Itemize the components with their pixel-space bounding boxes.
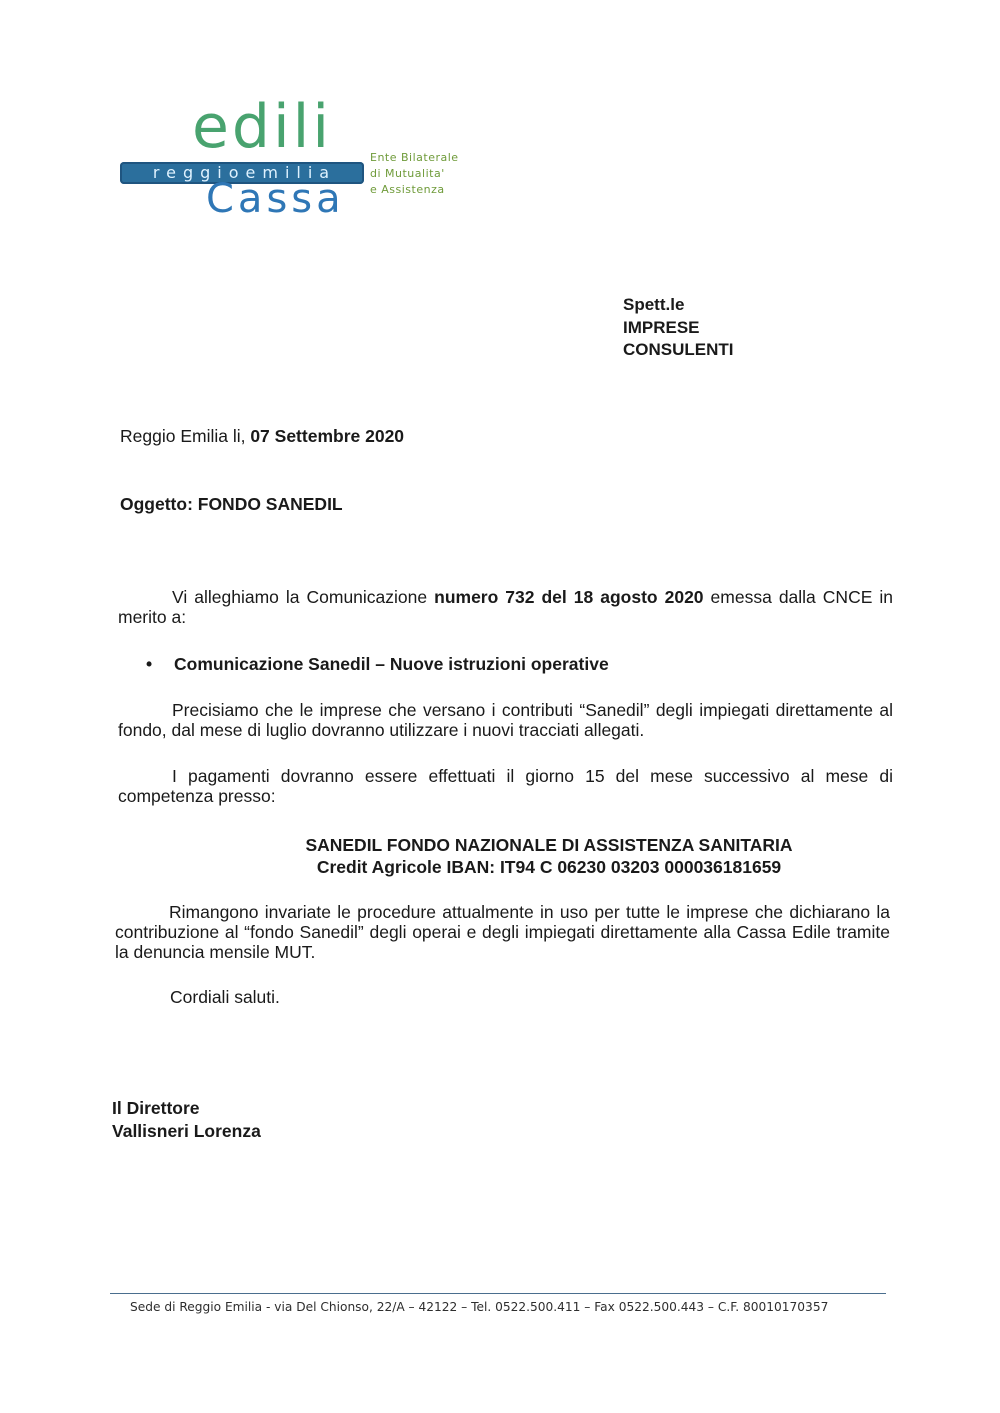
bank-details bbox=[118, 834, 980, 878]
recipient-block bbox=[623, 294, 734, 362]
signatory-title: Il Direttore bbox=[112, 1098, 200, 1118]
logo-tagline bbox=[370, 150, 500, 198]
signatory-name: Vallisneri Lorenza bbox=[112, 1121, 261, 1141]
letter-date: 07 Settembre 2020 bbox=[250, 426, 405, 446]
logo-band-text: reggioemilia bbox=[152, 163, 337, 182]
cassa-edile-logo bbox=[120, 92, 500, 224]
recipient-line: IMPRESE bbox=[623, 317, 700, 337]
logo-tagline-line: Ente Bilaterale bbox=[370, 151, 459, 164]
footer-divider bbox=[110, 1293, 886, 1294]
date-line bbox=[120, 426, 404, 447]
bullet-text: Comunicazione Sanedil – Nuove istruzioni operative bbox=[174, 654, 609, 674]
paragraph-payments: I pagamenti dovranno essere effettuati il giorno 15 del mese successivo al mese di competenza presso: bbox=[118, 766, 893, 806]
bullet-icon: • bbox=[146, 654, 153, 674]
letter-subject: Oggetto: FONDO SANEDIL bbox=[120, 494, 343, 514]
date-prefix: Reggio Emilia li, bbox=[120, 426, 251, 446]
paragraph-instructions: Precisiamo che le imprese che versano i contributi “Sanedil” degli impiegati direttamente al fondo, dal mese di luglio dovranno utilizzare i nuovi tracciati allegati. bbox=[118, 700, 893, 740]
paragraph-attachment bbox=[118, 587, 893, 627]
bank-beneficiary: SANEDIL FONDO NAZIONALE DI ASSISTENZA SANITARIA bbox=[305, 835, 793, 855]
footer-address: Sede di Reggio Emilia - via Del Chionso, 22/A – 42122 – Tel. 0522.500.411 – Fax 0522.500.443 – C.F. 80010170357 bbox=[130, 1300, 829, 1314]
logo-tagline-line: e Assistenza bbox=[370, 183, 445, 196]
logo-word-edili: edili bbox=[192, 92, 333, 162]
logo-word-cassa: Cassa bbox=[206, 176, 345, 222]
closing-greeting: Cordiali saluti. bbox=[170, 987, 280, 1007]
signature-block bbox=[112, 1097, 261, 1143]
paragraph-text: emessa dalla CNCE in merito a: bbox=[118, 587, 893, 627]
recipient-line: CONSULENTI bbox=[623, 340, 734, 359]
recipient-line: Spett.le bbox=[623, 295, 685, 314]
bank-iban: Credit Agricole IBAN: IT94 C 06230 03203 000036181659 bbox=[316, 857, 782, 877]
paragraph-text: Vi alleghiamo la Comunicazione bbox=[172, 587, 435, 607]
bullet-item bbox=[146, 654, 609, 675]
logo-tagline-line: di Mutualita' bbox=[370, 167, 445, 180]
communication-reference: numero 732 del 18 agosto 2020 bbox=[434, 587, 704, 607]
paragraph-procedures: Rimangono invariate le procedure attualmente in uso per tutte le imprese che dichiarano la contribuzione al “fondo Sanedil” degli operai e degli impiegati direttamente alla Cassa Edile tramite la denuncia mensile MUT. bbox=[115, 902, 890, 962]
